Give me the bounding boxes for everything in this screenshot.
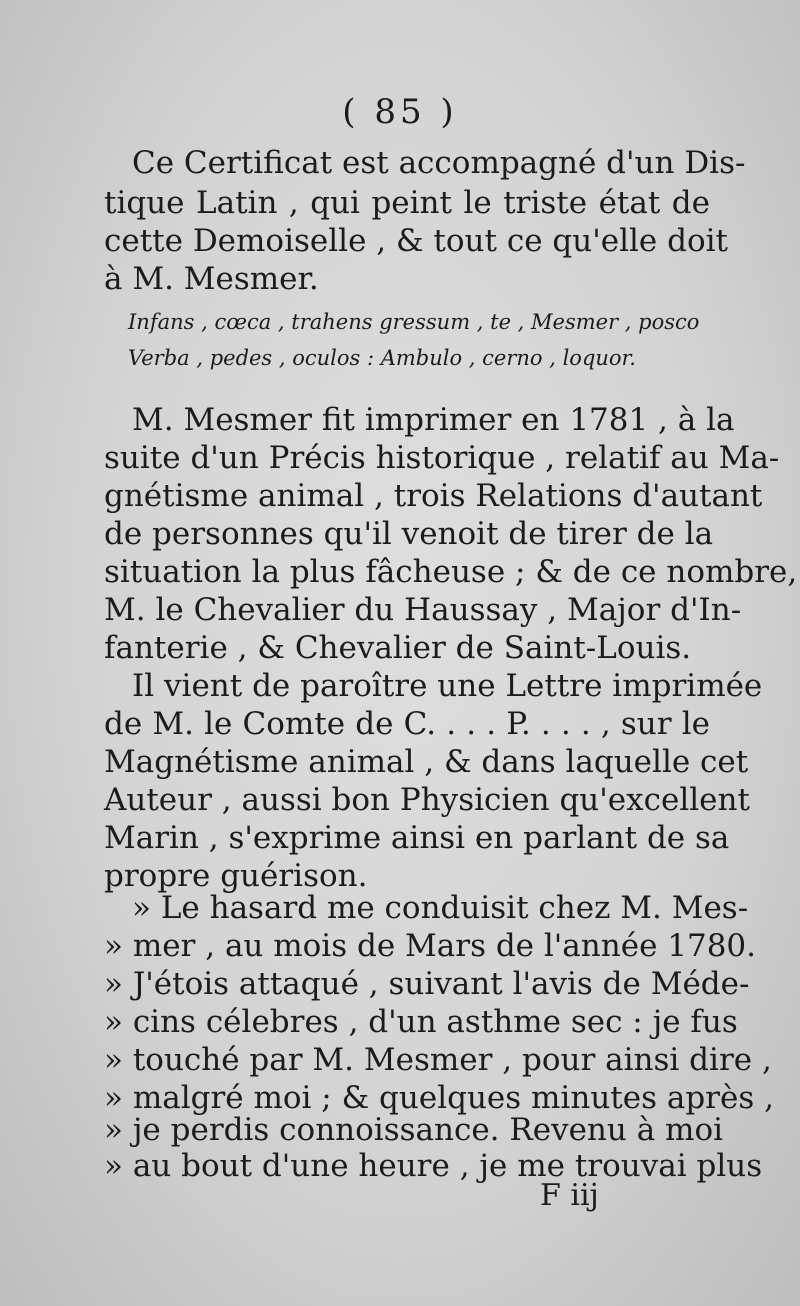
page-number: ( 85 ) [342, 92, 458, 132]
paragraph-2-line-4: de personnes qu'il venoit de tirer de la [104, 516, 714, 552]
signature-mark: F iij [540, 1178, 599, 1213]
quote-line-5: » touché par M. Mesmer , pour ainsi dire , [104, 1042, 772, 1078]
latin-verse-line-2: Verba , pedes , oculos : Ambulo , cerno , loquor. [128, 346, 636, 370]
paragraph-2-line-3: gnétisme animal , trois Relations d'autant [104, 478, 763, 514]
paragraph-3-line-6: propre guérison. [104, 858, 368, 894]
paragraph-2-line-1: M. Mesmer fit imprimer en 1781 , à la [132, 402, 735, 438]
paragraph-1-line-1: Ce Certificat est accompagné d'un Dis- [132, 145, 746, 181]
quote-line-3: » J'étois attaqué , suivant l'avis de Méde- [104, 966, 750, 1002]
quote-line-4: » cins célebres , d'un asthme sec : je fus [104, 1004, 738, 1040]
paragraph-1-line-3: cette Demoiselle , & tout ce qu'elle doit [104, 223, 728, 259]
paragraph-1-line-2: tique Latin , qui peint le triste état de [104, 185, 710, 221]
paragraph-2-line-5: situation la plus fâcheuse ; & de ce nombre, [104, 554, 798, 590]
quote-line-2: » mer , au mois de Mars de l'année 1780. [104, 928, 757, 964]
paragraph-2-line-2: suite d'un Précis historique , relatif au Ma- [104, 440, 780, 476]
quote-line-6: » malgré moi ; & quelques minutes après , [104, 1080, 774, 1116]
paragraph-3-line-2: de M. le Comte de C. . . . P. . . . , sur le [104, 706, 710, 742]
paragraph-3-line-4: Auteur , aussi bon Physicien qu'excellent [104, 782, 750, 818]
latin-verse-line-1: Infans , cœca , trahens gressum , te , Mesmer , posco [128, 310, 700, 334]
quote-line-8: » au bout d'une heure , je me trouvai plus [104, 1148, 763, 1184]
paragraph-1-line-4: à M. Mesmer. [104, 261, 319, 297]
paragraph-2-line-6: M. le Chevalier du Haussay , Major d'In- [104, 592, 742, 628]
paragraph-3-line-3: Magnétisme animal , & dans laquelle cet [104, 744, 749, 780]
quote-line-1: » Le hasard me conduisit chez M. Mes- [132, 890, 749, 926]
paragraph-3-line-5: Marin , s'exprime ainsi en parlant de sa [104, 820, 730, 856]
paragraph-2-line-7: fanterie , & Chevalier de Saint-Louis. [104, 630, 692, 666]
quote-line-7: » je perdis connoissance. Revenu à moi [104, 1112, 724, 1148]
paragraph-3-line-1: Il vient de paroître une Lettre imprimée [132, 668, 763, 704]
